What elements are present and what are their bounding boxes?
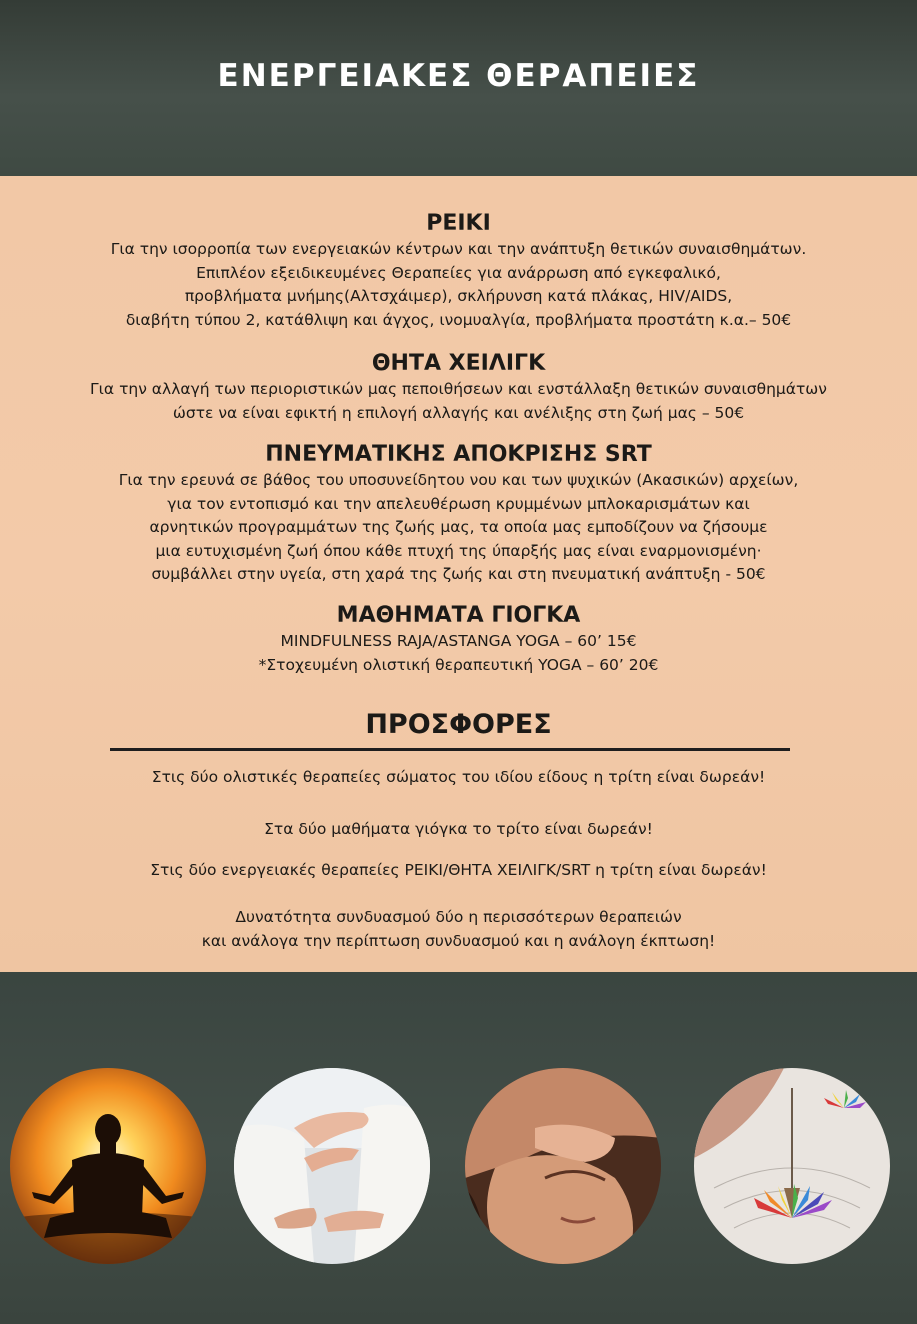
srt-line: για τον εντοπισμό και την απελευθέρωση κρυμμένων μπλοκαρισμάτων και — [167, 494, 750, 513]
yoga-line: MINDFULNESS RAJA/ASTANGA YOGA – 60’ 15€ — [280, 632, 637, 650]
content-panel — [0, 176, 917, 972]
offer-line: Δυνατότητα συνδυασμού δύο η περισσότερων θεραπειών — [235, 908, 682, 926]
reiki-line: Για την ισορροπία των ενεργειακών κέντρων και την ανάπτυξη θετικών συναισθημάτων. — [110, 240, 807, 258]
srt-line: Για την ερευνά σε βάθος του υποσυνείδητου νου και των ψυχικών (Ακασικών) αρχείων, — [118, 471, 799, 489]
srt-line: συμβάλλει στην υγεία, στη χαρά της ζωής και στη πνευματική ανάπτυξη - 50€ — [151, 565, 766, 583]
meditation-silhouette-sunset-photo — [10, 1068, 206, 1264]
offers-title: ΠΡΟΣΦΟΡΕΣ — [365, 709, 552, 740]
reiki-hands-photo — [234, 1068, 430, 1264]
head-massage-photo — [465, 1068, 661, 1264]
offer-line: Στις δύο ενεργειακές θεραπείες ΡΕΙΚΙ/ΘΗΤΑ ΧΕΙΛΙΓΚ/SRT η τρίτη είναι δωρεάν! — [150, 861, 767, 879]
reiki-line: διαβήτη τύπου 2, κατάθλιψη και άγχος, ινομυαλγία, προβλήματα προστάτη κ.α.– 50€ — [125, 310, 792, 329]
srt-section — [0, 441, 917, 587]
yoga-section — [0, 602, 917, 677]
theta-healing-line: ώστε να είναι εφικτή η επιλογή αλλαγής και ανέλιξης στη ζωή μας – 50€ — [172, 403, 745, 422]
srt-line: αρνητικών προγραμμάτων της ζωής μας, τα οποία μας εμποδίζουν να ζήσουμε — [149, 518, 768, 536]
offer-item — [0, 906, 917, 953]
offer-item — [0, 818, 917, 842]
srt-line: μια ευτυχισμένη ζωή όπου κάθε πτυχή της ύπαρξής μας είναι εναρμονισμένη· — [155, 541, 762, 560]
offer-item — [0, 859, 917, 883]
reiki-section — [0, 210, 917, 332]
header-band — [0, 0, 917, 176]
reiki-title: ΡΕΙΚΙ — [426, 211, 491, 236]
offers-divider — [110, 748, 790, 751]
pendulum-chakra-chart-photo — [694, 1068, 890, 1264]
offer-line: Στις δύο ολιστικές θεραπείες σώματος του ιδίου είδους η τρίτη είναι δωρεάν! — [151, 768, 766, 786]
theta-healing-line: Για την αλλαγή των περιοριστικών μας πεποιθήσεων και ενστάλλαξη θετικών συναισθημάτων — [90, 380, 827, 398]
srt-title: ΠΝΕΥΜΑΤΙΚΗΣ ΑΠΟΚΡΙΣΗΣ SRT — [265, 442, 652, 467]
yoga-title: ΜΑΘΗΜΑΤΑ ΓΙΟΓΚΑ — [336, 603, 581, 628]
theta-healing-title: ΘΗΤΑ ΧΕΙΛΙΓΚ — [371, 351, 546, 376]
page-title: ΕΝΕΡΓΕΙΑΚΕΣ ΘΕΡΑΠΕΙΕΣ — [217, 58, 700, 94]
offer-item — [0, 766, 917, 790]
offer-line: Στα δύο μαθήματα γιόγκα το τρίτο είναι δωρεάν! — [264, 820, 653, 838]
reiki-line: προβλήματα μνήμης(Αλτσχάιμερ), σκλήρυνση κατά πλάκας, HIV/AIDS, — [184, 287, 733, 305]
theta-healing-section — [0, 350, 917, 425]
reiki-line: Επιπλέον εξειδικευμένες Θεραπείες για ανάρρωση από εγκεφαλικό, — [196, 263, 721, 282]
yoga-line: *Στοχευμένη ολιστική θεραπευτική YOGA – 60’ 20€ — [258, 655, 659, 674]
offer-line: και ανάλογα την περίπτωση συνδυασμού και η ανάλογη έκπτωση! — [201, 931, 716, 950]
